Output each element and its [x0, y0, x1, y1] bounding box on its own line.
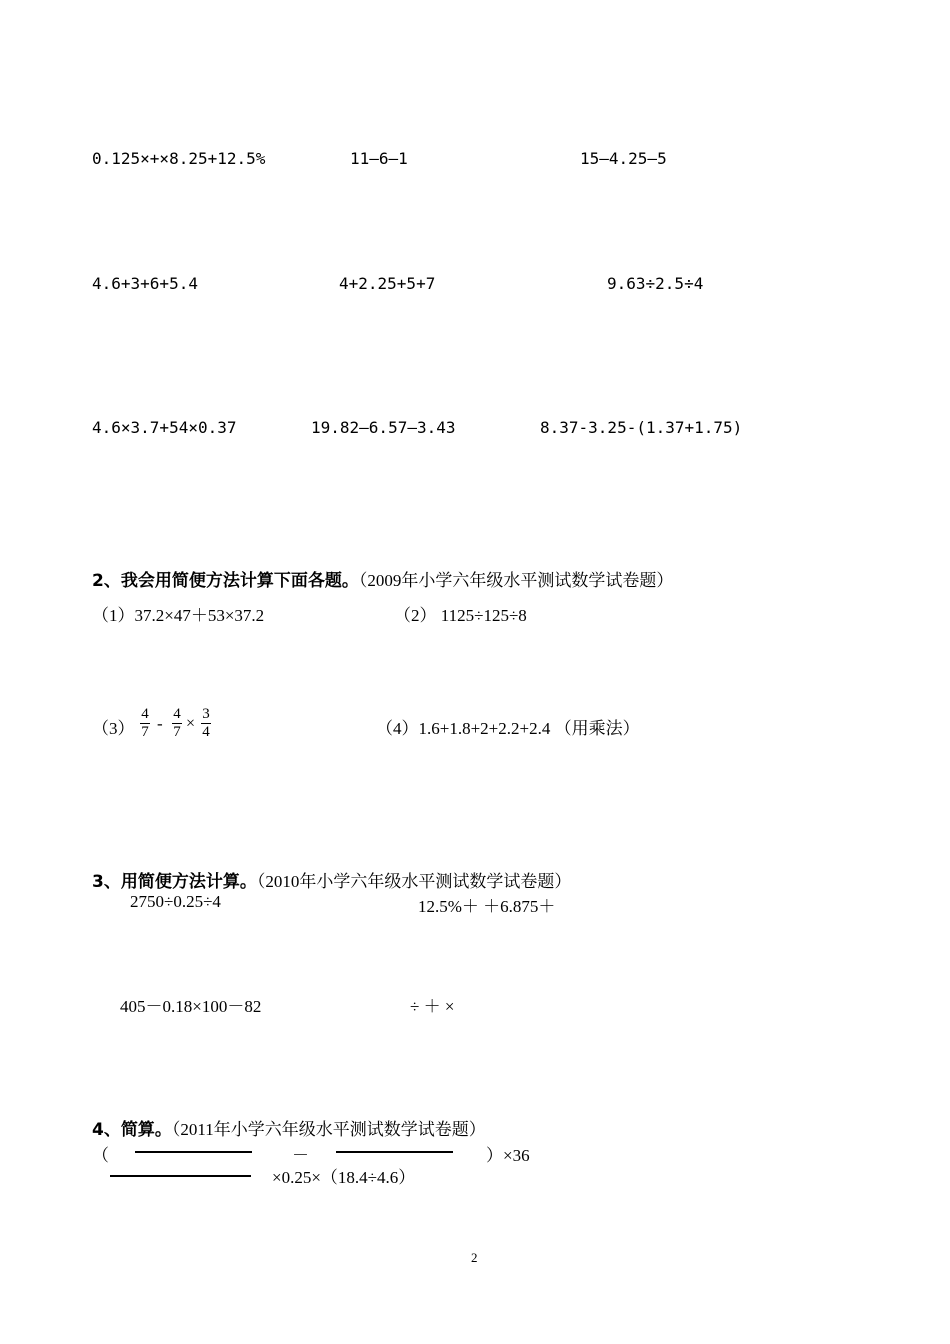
section-4-heading: 4、简算。 [92, 1120, 172, 1140]
section-2-note: （2009年小学六年级水平测试数学试卷题） [358, 571, 674, 590]
expr-3-2: 19.82—6.57—3.43 [311, 418, 456, 437]
problem-3-2: 12.5%＋ ＋6.875＋ [418, 897, 556, 916]
second-line-expr: ×0.25×（18.4÷4.6） [272, 1168, 416, 1187]
page-number: 2 [471, 1250, 478, 1265]
minus-sign: - [157, 714, 163, 733]
fraction-3-4 [201, 706, 211, 741]
fraction-denominator: 7 [141, 724, 149, 740]
expr-1-1: 0.125×+×8.25+12.5% [92, 149, 266, 168]
fraction-4-7-a [140, 706, 150, 741]
fraction-bar-2 [336, 1151, 453, 1153]
problem-2-1: （1）37.2×47＋53×37.2 [92, 606, 265, 625]
problem-2-4: （4）1.6+1.8+2+2.2+2.4 （用乘法） [376, 719, 640, 738]
section-2-title [92, 566, 673, 591]
fraction-numerator: 4 [173, 706, 181, 722]
expr-2-3: 9.63÷2.5÷4 [607, 274, 704, 293]
fraction-denominator: 7 [173, 724, 181, 740]
problem-3-1: 2750÷0.25÷4 [130, 892, 221, 911]
fraction-numerator: 3 [202, 706, 210, 722]
minus-sign-4: － [292, 1146, 309, 1165]
expr-2-2: 4+2.25+5+7 [339, 274, 436, 293]
problem-3-4: ÷ ＋ × [410, 997, 455, 1016]
close-paren-times: ）×36 [486, 1146, 530, 1165]
problem-2-2: （2） 1125÷125÷8 [394, 606, 527, 625]
section-3-title [92, 867, 571, 892]
fraction-bar-3 [110, 1175, 251, 1177]
fraction-numerator: 4 [141, 706, 149, 722]
expr-3-3: 8.37-3.25-(1.37+1.75) [540, 418, 743, 437]
expr-3-1: 4.6×3.7+54×0.37 [92, 418, 237, 437]
section-4-note: （2011年小学六年级水平测试数学试卷题） [171, 1120, 486, 1139]
problem-2-3-label: （3） [92, 719, 135, 738]
section-2-heading: 2、我会用简便方法计算下面各题。 [92, 571, 359, 591]
section-3-note: （2010年小学六年级水平测试数学试卷题） [256, 872, 572, 891]
expr-1-2: 11—6—1 [350, 149, 408, 168]
fraction-denominator: 4 [202, 724, 210, 740]
open-paren: （ [92, 1146, 109, 1165]
expr-2-1: 4.6+3+6+5.4 [92, 274, 198, 293]
section-3-heading: 3、用简便方法计算。 [92, 872, 257, 892]
fraction-bar-1 [135, 1151, 252, 1153]
section-4-title [92, 1115, 486, 1140]
problem-3-3: 405－0.18×100－82 [120, 997, 262, 1016]
fraction-4-7-b [172, 706, 182, 741]
times-sign: × [186, 715, 196, 732]
expr-1-3: 15—4.25—5 [580, 149, 667, 168]
